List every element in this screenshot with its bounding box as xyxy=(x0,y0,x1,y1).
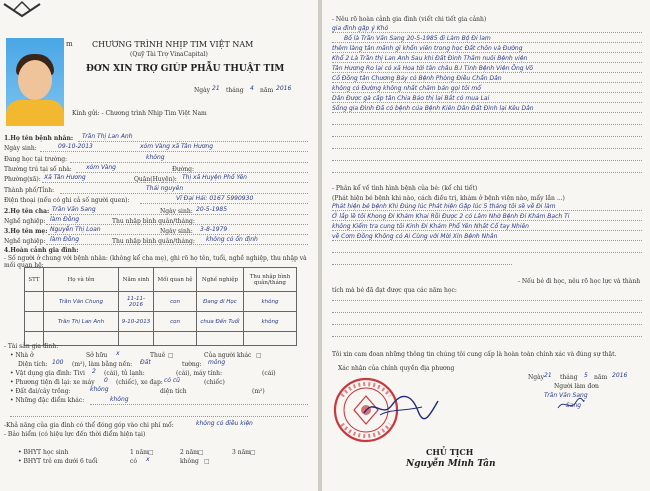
date-label: Ngày xyxy=(194,87,211,94)
special-value: không xyxy=(110,396,129,403)
date-month: 4 xyxy=(250,85,254,92)
circumstance-line: Dân Được gà cấp tân Chia Bảo thị lại Bắt có mua Lai xyxy=(332,95,490,102)
items-more: (cái), tủ lạnh: xyxy=(104,370,145,377)
special-label: • Những đặc điểm khác: xyxy=(10,397,85,404)
vehicle-label: • Phương tiện đi lại: xe máy xyxy=(10,379,95,386)
other-items-label: (cái) xyxy=(262,370,276,377)
applicant-signature: Sang xyxy=(566,402,582,409)
bhyt-under6-label: • BHYT trẻ em dưới 6 tuổi xyxy=(18,458,98,465)
phone-label: Điện thoại (nếu có ghi cả số người quen): xyxy=(4,197,130,204)
sign-month-label: tháng xyxy=(560,374,578,381)
applicant-label: Người làm đơn xyxy=(554,383,599,390)
father-label: 2.Họ tên cha: xyxy=(4,208,50,215)
circumstance-title: gia đình gặp ý Khó xyxy=(332,25,389,32)
circumstance-line: không có Đường không nhất chăm bán gọi tôi mổ xyxy=(332,85,481,92)
disease-line: Ở lắp lẽ tôi Khong Đi Khám Khai Rồi Được 2 có Lâm Nhờ Bệnh Đi Khám Bạch Ti xyxy=(332,213,570,220)
commit-text: Tôi xin cam đoan những thông tin chúng tôi cung cấp là hoàn toàn chính xác và đúng sự thật. xyxy=(332,351,617,358)
patient-photo xyxy=(6,38,64,126)
father-dob: 20-5-1985 xyxy=(196,206,228,213)
bhyt-option: 2 năm xyxy=(180,449,199,456)
bike-label: (chiếc), xe đạp: xyxy=(116,379,163,386)
district-value: Thị xã Huyện Phổ Yên xyxy=(182,174,247,181)
ability-value: không có điều kiện xyxy=(196,420,253,427)
patient-dob-label: Ngày sinh: xyxy=(4,145,37,152)
owned-label: Sở hữu xyxy=(86,352,108,359)
logo-partial-text: m xyxy=(66,40,73,48)
chair-name: Nguyễn Minh Tân xyxy=(406,459,496,469)
table-header: STT xyxy=(25,268,44,292)
other-owner-label: Của người khác xyxy=(204,352,252,359)
disease-note: (Phát hiện bé bệnh khi nào, cách điều trị, khám ở bệnh viện nào, mấy lần ...) xyxy=(332,195,565,202)
form-page-left: m CHƯƠNG TRÌNH NHỊP TIM VIỆT NAM (Quỹ Tài Trợ VinaCapital) ĐƠN XIN TRỢ GIÚP PHẪU THUẬT TIM Ngày 21 tháng 4 năm 2016 Kính gửi: - Chương trình Nhịp Tim Việt Nam 1.Họ tên bệnh nhân: Trần Thị Lan Anh Ngày sinh: 09-10-2013 xóm Vàng xã Tân Hương Đang học tại trường: không Thường trú tại số nhà: xóm Vàng Đường: Phường(xã): Xã Tân Hương Quận(Huyện): Thị xã Huyện Phổ Yên Thành phố/Tỉnh: Thái nguyên Điện thoại (nếu có ghi cả số người quen): Vĩ Đại Hải: 0167 5990930 2.Họ tên cha: Trần Văn Sang Ngày sinh: 20-5-1985 Nghề nghiệp: làm Đồng Thu nhập bình quân/tháng: 3.Họ tên mẹ: Nguyễn Thị Loan Ngày sinh: 3-8-1979 Nghề nghiệp: làm Đồng Thu nhập bình quân/tháng: không có ổn định 4.Hoàn cảnh gia đình: - Số người ở chung với bệnh nhân: (không kể cha mẹ), ghi rõ họ tên, tuổi, nghề nghiệp, thu nhập và mối quan hệ: STT Họ và tên Năm sinh Mối quan hệ Nghề nghiệp Thu nhập bình quân/tháng Trần Văn Chung 11-11-2016 con Đang đi Học không Trần Thị Lan Anh 9-10-2013 con chưa Đến Tuổi không - Tài sản gia đình: • Nhà ở Sở hữu x Thuê □ Của người khác □ Diện tích: 100 (m²), làm bằng nền: Đất tường: mông • Vật dụng gia đình: Tivi 2 (cái), tủ lạnh: (cái), máy tính: (cái) • Phương tiện đi lại: xe máy 0 (chiếc), xe đạp: có cũ (chiếc) • Đất đai/cây trồng: không diện tích (m²) • Những đặc điểm khác: không -Khả năng của gia đình có thể đóng góp vào chi phí mổ: không có điều kiện - Bảo hiểm (có hiệu lực đến thời điểm hiện tại) • BHYT học sinh 1 năm □ 2 năm □ 3 năm □ • BHYT trẻ em dưới 6 tuổi có x không □ xyxy=(0,0,318,491)
district-label: Quận(Huyện): xyxy=(134,176,177,183)
mother-job: làm Đồng xyxy=(50,236,80,243)
fridge-label: (cái), máy tính: xyxy=(176,370,222,377)
father-dob-label: Ngày sinh: xyxy=(160,208,193,215)
rented-label: Thuê xyxy=(150,352,166,359)
patient-name-label: 1.Họ tên bệnh nhân: xyxy=(4,135,74,142)
fund-name: (Quỹ Tài Trợ VinaCapital) xyxy=(130,51,208,58)
rented-checkbox: □ xyxy=(168,352,174,359)
sign-day: 21 xyxy=(544,372,552,379)
mother-dob: 3-8-1979 xyxy=(200,226,228,233)
area-label: Diện tích: xyxy=(18,361,48,368)
sign-month: 5 xyxy=(584,372,588,379)
mother-job-label: Nghề nghiệp: xyxy=(4,238,46,245)
bike-unit: (chiếc) xyxy=(204,379,225,386)
city-value: Thái nguyên xyxy=(146,185,184,192)
bhyt-yes-label: có xyxy=(130,458,137,465)
circumstance-line: Tân Hương Ro lại có xã Hoa tới tân châu B.I Tỉnh Bệnh Viện Ông Võ xyxy=(332,65,533,72)
table-row xyxy=(25,332,297,346)
house-label: • Nhà ở xyxy=(10,352,34,359)
circumstance-line: thêm làng tân mãnh gì khổn viên trong học Đất chôn và Đường xyxy=(332,45,523,52)
ward-label: Phường(xã): xyxy=(4,176,41,183)
vehicle-value: 0 xyxy=(104,377,108,384)
land-area-label: diện tích xyxy=(160,388,187,395)
floor-value: mông xyxy=(208,359,226,366)
bhyt-option: 3 năm xyxy=(232,449,251,456)
assets-heading: - Tài sản gia đình: xyxy=(4,343,59,350)
bhyt-student-label: • BHYT học sinh xyxy=(18,449,69,456)
owned-mark: x xyxy=(116,350,120,357)
mother-income-label: Thu nhập bình quân/tháng: xyxy=(112,238,195,245)
father-income-label: Thu nhập bình quân/tháng: xyxy=(112,218,195,225)
city-label: Thành phố/Tỉnh: xyxy=(4,187,55,194)
bhyt-no-label: không xyxy=(180,458,199,465)
program-name: CHƯƠNG TRÌNH NHỊP TIM VIỆT NAM xyxy=(92,40,254,49)
other-owner-checkbox: □ xyxy=(256,352,262,359)
mother-income: không có ổn định xyxy=(206,236,258,243)
ward-value: Xã Tân Hương xyxy=(44,174,86,181)
circumstance-label: - Nêu rõ hoàn cảnh gia đình (viết chi tiết gia cảnh) xyxy=(332,16,487,23)
applicant-signature-icon xyxy=(556,396,586,414)
month-label: tháng xyxy=(226,87,244,94)
date-day: 21 xyxy=(212,85,220,92)
circumstance-line: Sống gia Đình Đã có bệnh của Bệnh Kiên Dân Đất Đình lại Kêu Dân xyxy=(332,105,534,112)
circumstance-line: Cố Đồng tân Chương Bảy có Bệnh Phòng Điều Chẩn Dân xyxy=(332,75,502,82)
table-header: Họ và tên xyxy=(44,268,119,292)
chair-title: CHỦ TỊCH xyxy=(426,447,474,457)
mother-name: Nguyễn Thị Loan xyxy=(50,226,101,233)
items-label: • Vật dụng gia đình: Tivi xyxy=(10,370,85,377)
applicant-name: Trần Văn Sang xyxy=(544,392,588,399)
disease-line: Phát hiện bé bệnh Khi Đúng lúc Phát hiện Gặp lúc 5 tháng tôi sẽ về Đi làm xyxy=(332,203,556,210)
mother-label: 3.Họ tên mẹ: xyxy=(4,228,48,235)
program-logo-icon xyxy=(0,0,44,32)
school-label: Đang học tại trường: xyxy=(4,156,68,163)
floor-label: tường: xyxy=(182,361,202,368)
disease-label: - Phân kể về tình hình bệnh của bé: (kể chi tiết) xyxy=(332,185,478,192)
table-row: Trần Văn Chung 11-11-2016 con Đang đi Học không xyxy=(25,292,297,312)
patient-dob: 09-10-2013 xyxy=(58,143,93,150)
chairman-signature-icon xyxy=(360,393,440,421)
mother-dob-label: Ngày sinh: xyxy=(160,228,193,235)
bhyt-option: 1 năm xyxy=(130,449,149,456)
land-value: không xyxy=(90,386,109,393)
build-label: (m²), làm bằng nền: xyxy=(72,361,133,368)
bike-value: có cũ xyxy=(164,377,180,384)
confirm-label: Xác nhận của chính quyền địa phương xyxy=(338,365,455,372)
children-note: - Số người ở chung với bệnh nhân: (không kể cha mẹ), ghi rõ họ tên, tuổi, nghề nghiệp, thu nhập và mối quan hệ: xyxy=(4,255,307,269)
circumstance-line: Khổ 2 Là Trần thị Lan Anh Sau khi Đất Đình Thăm nuôi Bệnh viện xyxy=(332,55,528,62)
area-value: 100 xyxy=(52,359,64,366)
insurance-label: - Bảo hiểm (có hiệu lực đến thời điểm hiện tại) xyxy=(4,431,146,438)
road-label: Đường: xyxy=(172,166,195,173)
circumstance-line: Bố là Trần Văn Sang 20-5-1985 đi Làm Bộ Đi lam xyxy=(344,35,491,42)
table-header: Thu nhập bình quân/tháng xyxy=(244,268,297,292)
patient-address: xóm Vàng xã Tân Hương xyxy=(140,143,214,150)
father-job: làm Đồng xyxy=(50,216,80,223)
sign-date-label: Ngày xyxy=(528,374,545,381)
date-year: 2016 xyxy=(276,85,292,92)
table-header: Mối quan hệ xyxy=(154,268,197,292)
sign-year: 2016 xyxy=(612,372,628,379)
disease-line: về Cơm Đồng Không có Ai Cùng với Mời Xin Bệnh Nhân xyxy=(332,233,498,240)
ability-label: -Khả năng của gia đình có thể đóng góp vào chi phí mổ: xyxy=(4,422,174,429)
bhyt-yes-mark: x xyxy=(146,456,150,463)
table-header: Nghề nghiệp xyxy=(197,268,244,292)
table-row: Trần Thị Lan Anh 9-10-2013 con chưa Đến Tuổi không xyxy=(25,312,297,332)
father-name: Trần Văn Sang xyxy=(52,206,96,213)
build-value: Đất xyxy=(140,359,151,366)
kinh-gui: Kính gửi: - Chương trình Nhịp Tim Việt Nam xyxy=(72,110,207,117)
sign-year-label: năm xyxy=(594,374,608,381)
patient-name: Trần Thị Lan Anh xyxy=(82,133,133,140)
residence-label: Thường trú tại số nhà: xyxy=(4,166,72,173)
family-heading: 4.Hoàn cảnh gia đình: xyxy=(4,247,79,254)
household-table xyxy=(24,267,297,346)
father-job-label: Nghề nghiệp: xyxy=(4,218,46,225)
school-value: không xyxy=(146,154,165,161)
land-unit: (m²) xyxy=(252,388,265,395)
items-value: 2 xyxy=(92,368,96,375)
land-label: • Đất đai/cây trồng: xyxy=(10,388,71,395)
phone-value: Vĩ Đại Hải: 0167 5990930 xyxy=(176,195,254,202)
table-header: Năm sinh xyxy=(119,268,154,292)
year-label: năm xyxy=(260,87,274,94)
school-note: - Nếu bé đi học, nêu rõ học lực và thành tích mà bé đã đạt được qua các năm học: xyxy=(332,278,641,294)
hamlet-value: xóm Vàng xyxy=(86,164,116,171)
disease-line: không Kiểm tra cung tôi Kinh Đi Khám Phổ Yên Nhất Cố tay Nhiên xyxy=(332,223,529,230)
form-title: ĐƠN XIN TRỢ GIÚP PHẪU THUẬT TIM xyxy=(86,64,285,74)
